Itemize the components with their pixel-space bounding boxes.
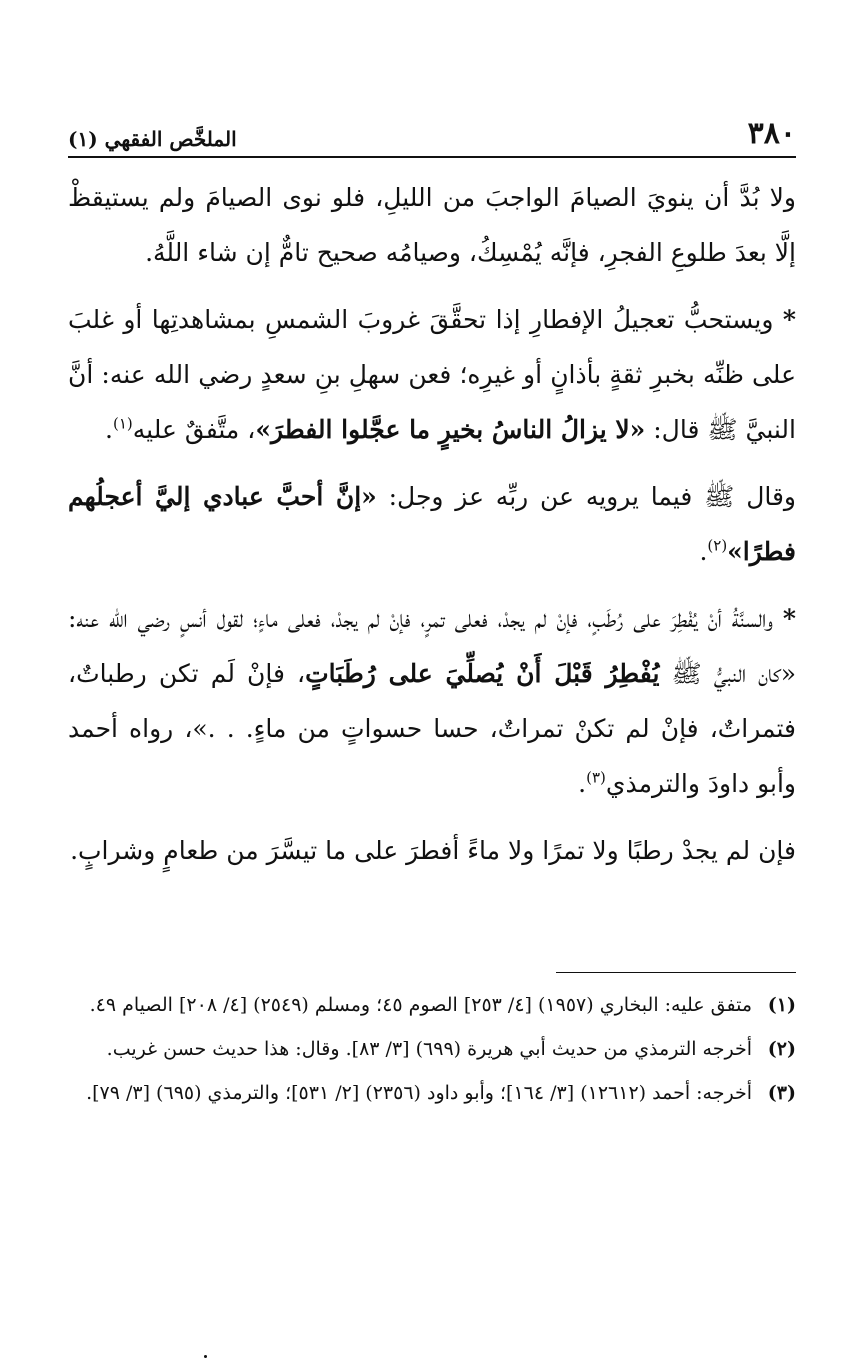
footnote-ref-1: (١): [113, 414, 133, 433]
footnote-text: أخرجه: أحمد (١٢٦١٢) [٣/ ١٦٤]؛ وأبو داود (٢٣٥٦) [٢/ ٥٣١]؛ والترمذي (٦٩٥) [٣/ ٧٩].: [86, 1082, 752, 1104]
hadith-quote: «لا يزالُ الناسُ بخيرٍ ما عجَّلوا الفطرَ»: [255, 415, 646, 444]
scan-speck: [204, 1355, 207, 1358]
paragraph-end: .: [105, 415, 113, 444]
bullet-star: *: [782, 305, 796, 334]
running-title: الملخَّص الفقهي (١): [68, 127, 237, 151]
footnote-number: (٢): [767, 1038, 796, 1060]
paragraph-text: ، متَّفقٌ عليه: [132, 415, 256, 444]
paragraph-end: .: [578, 769, 587, 798]
footnote: [68, 1029, 796, 1069]
bullet-star: *: [782, 604, 796, 633]
paragraph-end: .: [699, 537, 708, 566]
main-text: [68, 170, 796, 890]
footnote-separator: [556, 972, 796, 973]
paragraph-text: ، فإنْ لَم تكن رطباتٌ، فتمراتٌ، فإنْ لم تكنْ تمراتٌ، حسا حسواتٍ من ماءٍ. . .»، رواه أحمد وأبو داودَ والترمذي: [68, 659, 796, 798]
paragraph-text: وقال ﷺ فيما يرويه عن ربِّه عز وجل:: [376, 482, 797, 511]
footnote: [68, 985, 796, 1025]
hadith-quote: يُفْطِرُ قَبْلَ أَنْ يُصلِّيَ على رُطَبَاتٍ: [305, 659, 660, 688]
paragraph-hasten-iftar: [68, 292, 796, 457]
footnote-number: (١): [767, 994, 796, 1016]
footnotes: [68, 985, 796, 1117]
paragraph-text: والسنَّةُ أنْ يُفْطِرَ على رُطَبٍ، فإنْ لم يجدْ، فعلى تمرٍ، فإنْ لم يجدْ، فعلى ماءٍ؛ لقول أنسٍ رضي الله عنه: «كان النبيُّ ﷺ: [68, 604, 796, 688]
footnote-ref-3: (٣): [586, 768, 606, 787]
footnote-ref-2: (٢): [707, 536, 728, 555]
page-header: [68, 108, 796, 158]
footnote-number: (٣): [767, 1082, 796, 1104]
paragraph-sunnah: [68, 591, 796, 811]
paragraph-text: ويستحبُّ تعجيلُ الإفطارِ إذا تحقَّقَ غروبَ الشمسِ بمشاهدتِها أو غلبَ على ظنِّه بخبرِ ثقةٍ بأذانٍ أو غيرِه؛ فعن سهلِ بنِ سعدٍ رضي الله عنه: أنَّ النبيَّ ﷺ قال:: [68, 305, 796, 444]
paragraph-intention: ولا بُدَّ أن ينويَ الصيامَ الواجبَ من الليلِ، فلو نوى الصيامَ ولم يستيقظْ إلَّا بعدَ طلوعِ الفجرِ، فإنَّه يُمْسِكُ، وصيامُه صحيح تامٌّ إن شاء اللَّهُ.: [68, 183, 796, 267]
hadith-quote: «إنَّ أحبَّ عبادي إليَّ أعجلُهم فطرًا»: [68, 482, 796, 566]
footnote-text: أخرجه الترمذي من حديث أبي هريرة (٦٩٩) [٣/ ٨٣]. وقال: هذا حديث حسن غريب.: [106, 1038, 752, 1060]
footnote-text: متفق عليه: البخاري (١٩٥٧) [٤/ ٢٥٣] الصوم ٤٥؛ ومسلم (٢٥٤٩) [٤/ ٢٠٨] الصيام ٤٩.: [89, 994, 752, 1016]
paragraph-alternative: فإن لم يجدْ رطبًا ولا تمرًا ولا ماءً أفطرَ على ما تيسَّرَ من طعامٍ وشرابٍ.: [70, 836, 796, 865]
paragraph-qudsi: [68, 469, 796, 579]
page-number: ٣٨٠: [747, 116, 796, 151]
footnote: [68, 1073, 796, 1113]
